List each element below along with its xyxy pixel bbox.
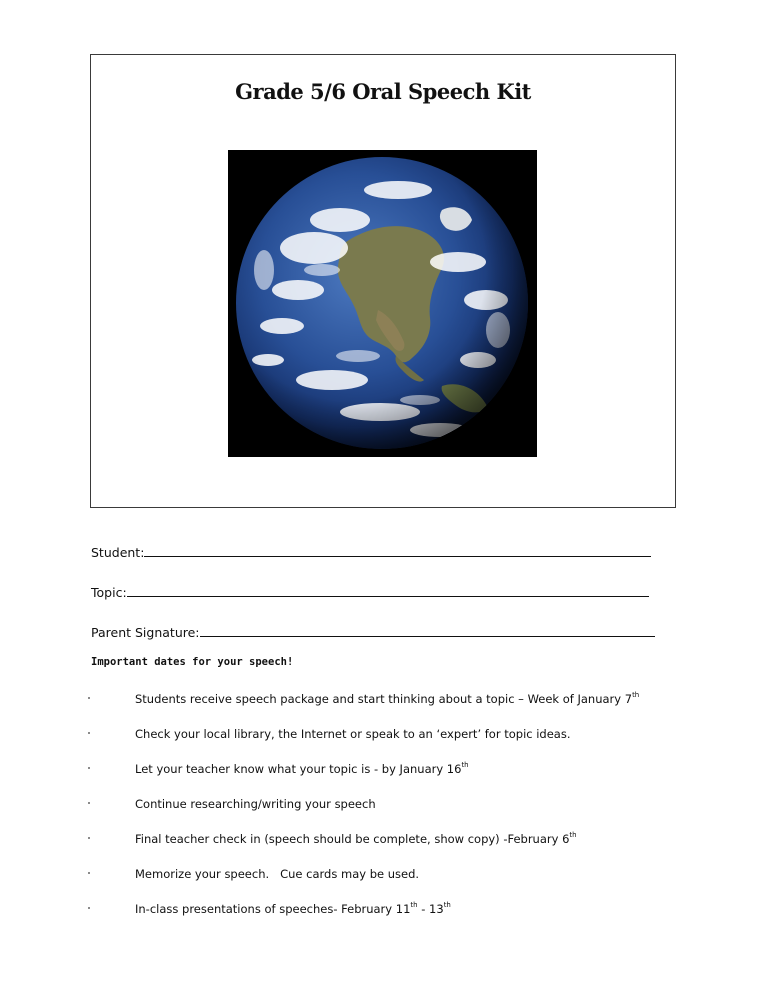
list-item-text: In-class presentations of speeches- February 11th - 13th	[135, 901, 451, 916]
student-line[interactable]	[144, 555, 651, 557]
page-title: Grade 5/6 Oral Speech Kit	[235, 79, 531, 104]
important-dates-heading: Important dates for your speech!	[91, 656, 294, 668]
list-item-text: Final teacher check in (speech should be complete, show copy) -February 6th	[135, 831, 577, 846]
topic-label: Topic:	[91, 585, 127, 600]
list-item-text: Check your local library, the Internet or speak to an ‘expert’ for topic ideas.	[135, 727, 571, 741]
student-label: Student:	[91, 545, 145, 560]
cover-box	[90, 54, 676, 508]
bullet-icon	[88, 872, 90, 874]
list-item	[88, 902, 698, 918]
list-item	[88, 762, 698, 778]
list-item-text: Continue researching/writing your speech	[135, 797, 376, 811]
student-field[interactable]	[91, 540, 651, 560]
list-item-text: Let your teacher know what your topic is - by January 16th	[135, 761, 469, 776]
bullet-icon	[88, 837, 90, 839]
list-item-text: Memorize your speech. Cue cards may be used.	[135, 867, 420, 881]
parent-signature-line[interactable]	[200, 635, 655, 637]
earth-photo	[228, 150, 537, 457]
list-item	[88, 797, 698, 813]
parent-signature-field[interactable]	[91, 620, 655, 640]
topic-field[interactable]	[91, 580, 649, 600]
bullet-icon	[88, 802, 90, 804]
bullet-icon	[88, 732, 90, 734]
list-item-text: Students receive speech package and start thinking about a topic – Week of January 7th	[135, 691, 640, 706]
list-item	[88, 727, 698, 743]
list-item	[88, 832, 698, 848]
bullet-icon	[88, 767, 90, 769]
parent-signature-label: Parent Signature:	[91, 625, 200, 640]
list-item	[88, 692, 698, 708]
list-item	[88, 867, 698, 883]
earth-icon	[228, 150, 537, 457]
bullet-icon	[88, 697, 90, 699]
topic-line[interactable]	[127, 595, 649, 597]
bullet-icon	[88, 907, 90, 909]
